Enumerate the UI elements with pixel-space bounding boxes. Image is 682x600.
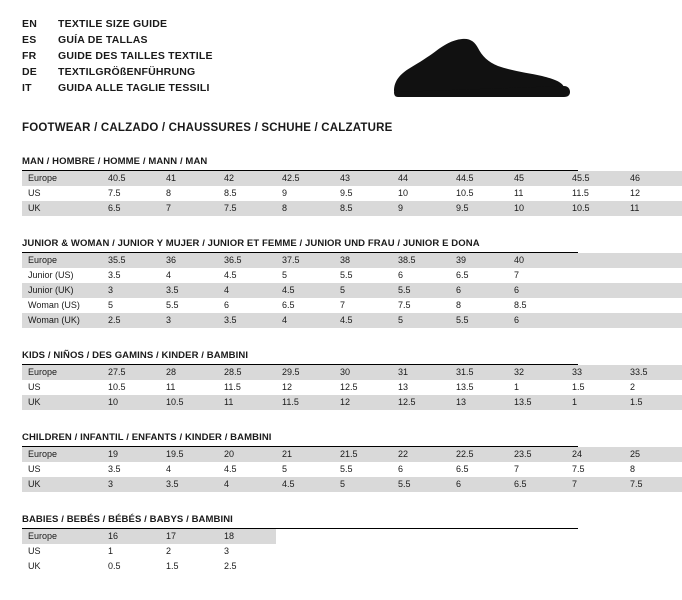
size-cell: 3	[102, 477, 160, 492]
row-label: Europe	[22, 171, 102, 186]
size-cell: 1	[508, 380, 566, 395]
size-cell: 6	[508, 313, 566, 328]
row-label: Woman (UK)	[22, 313, 102, 328]
size-cell-empty	[566, 313, 624, 328]
row-label: Junior (UK)	[22, 283, 102, 298]
size-cell: 44.5	[450, 171, 508, 186]
size-cell-empty	[624, 313, 682, 328]
size-cell: 2	[160, 544, 218, 559]
table-row	[22, 447, 682, 462]
table-row	[22, 313, 682, 328]
document-header	[22, 18, 578, 106]
size-cell: 5.5	[160, 298, 218, 313]
group-man	[22, 156, 641, 216]
size-cell-empty	[566, 283, 624, 298]
size-cell: 9.5	[450, 201, 508, 216]
size-cell: 5.5	[334, 268, 392, 283]
size-cell: 4.5	[276, 477, 334, 492]
size-table-junior-woman	[22, 253, 682, 328]
size-cell: 25	[624, 447, 682, 462]
size-cell: 5	[334, 283, 392, 298]
size-cell: 8	[160, 186, 218, 201]
size-cell: 5.5	[334, 462, 392, 477]
size-cell: 8.5	[508, 298, 566, 313]
size-cell: 6.5	[450, 268, 508, 283]
size-cell: 42.5	[276, 171, 334, 186]
size-table-man	[22, 171, 682, 216]
language-title: TEXTILGRÖßENFÜHRUNG	[58, 66, 196, 78]
size-cell: 23.5	[508, 447, 566, 462]
language-row	[22, 82, 213, 98]
size-cell: 5.5	[392, 283, 450, 298]
size-cell: 4.5	[276, 283, 334, 298]
size-cell: 7	[566, 477, 624, 492]
row-label: US	[22, 544, 102, 559]
size-cell: 6.5	[276, 298, 334, 313]
language-code: EN	[22, 18, 37, 30]
group-junior-woman	[22, 238, 578, 328]
size-cell-empty	[624, 268, 682, 283]
size-cell-empty	[624, 298, 682, 313]
size-cell: 36	[160, 253, 218, 268]
language-title: TEXTILE SIZE GUIDE	[58, 18, 168, 30]
size-cell: 1.5	[566, 380, 624, 395]
size-cell: 4.5	[334, 313, 392, 328]
size-cell: 37.5	[276, 253, 334, 268]
size-cell: 22	[392, 447, 450, 462]
size-cell: 8	[624, 462, 682, 477]
row-label: Europe	[22, 447, 102, 462]
size-cell: 7	[508, 268, 566, 283]
table-row	[22, 544, 276, 559]
size-cell: 42	[218, 171, 276, 186]
size-cell: 10	[392, 186, 450, 201]
size-cell: 7.5	[624, 477, 682, 492]
size-cell: 13.5	[508, 395, 566, 410]
size-cell: 6.5	[102, 201, 160, 216]
size-cell: 12	[276, 380, 334, 395]
size-cell: 12	[624, 186, 682, 201]
size-cell: 9	[276, 186, 334, 201]
size-cell: 5	[102, 298, 160, 313]
row-label: Europe	[22, 365, 102, 380]
size-cell: 35.5	[102, 253, 160, 268]
size-cell: 11	[508, 186, 566, 201]
table-row	[22, 171, 682, 186]
size-cell: 17	[160, 529, 218, 544]
size-cell: 5	[392, 313, 450, 328]
size-cell: 11	[160, 380, 218, 395]
size-cell: 3.5	[160, 283, 218, 298]
size-cell: 10.5	[102, 380, 160, 395]
size-cell: 4	[218, 283, 276, 298]
size-cell: 38.5	[392, 253, 450, 268]
size-cell: 7	[334, 298, 392, 313]
size-cell: 30	[334, 365, 392, 380]
table-row	[22, 365, 682, 380]
size-cell: 4	[160, 462, 218, 477]
row-label: Junior (US)	[22, 268, 102, 283]
size-table-children	[22, 447, 682, 492]
size-cell: 32	[508, 365, 566, 380]
size-cell: 5	[334, 477, 392, 492]
size-cell: 8.5	[334, 201, 392, 216]
size-cell: 1.5	[160, 559, 218, 574]
size-cell: 24	[566, 447, 624, 462]
table-row	[22, 462, 682, 477]
size-cell-empty	[624, 283, 682, 298]
size-cell: 7.5	[566, 462, 624, 477]
size-cell: 44	[392, 171, 450, 186]
size-cell: 41	[160, 171, 218, 186]
size-cell: 11.5	[218, 380, 276, 395]
row-label: US	[22, 462, 102, 477]
size-cell: 6.5	[508, 477, 566, 492]
size-cell: 28.5	[218, 365, 276, 380]
size-cell: 28	[160, 365, 218, 380]
size-cell: 27.5	[102, 365, 160, 380]
size-cell: 40	[508, 253, 566, 268]
size-cell: 3	[160, 313, 218, 328]
table-row	[22, 298, 682, 313]
dress-shoe-icon	[382, 28, 572, 106]
size-cell-empty	[566, 298, 624, 313]
table-row	[22, 395, 682, 410]
size-cell: 6	[450, 283, 508, 298]
size-cell: 4	[160, 268, 218, 283]
size-cell: 11	[624, 201, 682, 216]
size-cell: 4	[218, 477, 276, 492]
size-cell: 20	[218, 447, 276, 462]
size-cell: 46	[624, 171, 682, 186]
size-cell: 16	[102, 529, 160, 544]
size-cell: 21.5	[334, 447, 392, 462]
size-cell: 2.5	[102, 313, 160, 328]
language-row	[22, 18, 213, 34]
size-cell: 5	[276, 462, 334, 477]
table-row	[22, 186, 682, 201]
size-cell: 13.5	[450, 380, 508, 395]
size-cell: 21	[276, 447, 334, 462]
size-cell: 0.5	[102, 559, 160, 574]
group-title: CHILDREN / INFANTIL / ENFANTS / KINDER / BAMBINI	[22, 432, 272, 443]
size-cell: 12.5	[392, 395, 450, 410]
size-cell: 8.5	[218, 186, 276, 201]
language-code: IT	[22, 82, 32, 94]
size-cell-empty	[566, 253, 624, 268]
table-row	[22, 559, 276, 574]
size-cell: 8	[450, 298, 508, 313]
group-title: BABIES / BEBÉS / BÉBÉS / BABYS / BAMBINI	[22, 514, 233, 525]
size-cell: 3	[102, 283, 160, 298]
page-title: FOOTWEAR / CALZADO / CHAUSSURES / SCHUHE / CALZATURE	[22, 122, 393, 134]
language-title: GUIDA ALLE TAGLIE TESSILI	[58, 82, 210, 94]
size-cell: 12.5	[334, 380, 392, 395]
size-cell: 4	[276, 313, 334, 328]
size-cell: 22.5	[450, 447, 508, 462]
size-cell: 6	[392, 268, 450, 283]
group-children	[22, 432, 643, 492]
size-cell-empty	[624, 253, 682, 268]
size-cell: 33.5	[624, 365, 682, 380]
table-row	[22, 283, 682, 298]
row-label: Woman (US)	[22, 298, 102, 313]
size-cell: 45	[508, 171, 566, 186]
size-cell-empty	[566, 268, 624, 283]
group-title: KIDS / NIÑOS / DES GAMINS / KINDER / BAMBINI	[22, 350, 249, 361]
row-label: Europe	[22, 529, 102, 544]
size-cell: 1	[102, 544, 160, 559]
table-row	[22, 529, 276, 544]
row-label: UK	[22, 559, 102, 574]
size-cell: 19.5	[160, 447, 218, 462]
size-cell: 10	[508, 201, 566, 216]
size-cell: 11	[218, 395, 276, 410]
size-cell: 13	[450, 395, 508, 410]
size-cell: 45.5	[566, 171, 624, 186]
size-cell: 8	[276, 201, 334, 216]
size-cell: 3.5	[102, 462, 160, 477]
size-cell: 40.5	[102, 171, 160, 186]
size-cell: 10	[102, 395, 160, 410]
size-cell: 3.5	[160, 477, 218, 492]
size-cell: 29.5	[276, 365, 334, 380]
size-cell: 11.5	[566, 186, 624, 201]
table-row	[22, 477, 682, 492]
size-cell: 33	[566, 365, 624, 380]
row-label: Europe	[22, 253, 102, 268]
size-table-kids	[22, 365, 682, 410]
size-cell: 7.5	[218, 201, 276, 216]
language-title: GUIDE DES TAILLES TEXTILE	[58, 50, 213, 62]
size-cell: 5.5	[392, 477, 450, 492]
table-row	[22, 253, 682, 268]
table-row	[22, 380, 682, 395]
size-cell: 31.5	[450, 365, 508, 380]
size-cell: 6	[450, 477, 508, 492]
size-cell: 6	[218, 298, 276, 313]
size-cell: 7	[160, 201, 218, 216]
language-code: FR	[22, 50, 37, 62]
size-cell: 4.5	[218, 462, 276, 477]
size-cell: 11.5	[276, 395, 334, 410]
size-cell: 31	[392, 365, 450, 380]
size-cell: 1.5	[624, 395, 682, 410]
language-row	[22, 34, 213, 50]
table-row	[22, 201, 682, 216]
size-cell: 3.5	[218, 313, 276, 328]
size-cell: 6.5	[450, 462, 508, 477]
size-cell: 4.5	[218, 268, 276, 283]
language-title-list	[22, 18, 213, 98]
table-row	[22, 268, 682, 283]
size-cell: 6	[392, 462, 450, 477]
language-row	[22, 50, 213, 66]
language-code: ES	[22, 34, 37, 46]
size-cell: 10.5	[160, 395, 218, 410]
size-cell: 7	[508, 462, 566, 477]
size-cell: 3.5	[102, 268, 160, 283]
size-cell: 36.5	[218, 253, 276, 268]
row-label: UK	[22, 395, 102, 410]
size-cell: 1	[566, 395, 624, 410]
size-cell: 6	[508, 283, 566, 298]
group-babies	[22, 514, 578, 574]
size-cell: 9.5	[334, 186, 392, 201]
size-cell: 9	[392, 201, 450, 216]
group-title: MAN / HOMBRE / HOMME / MANN / MAN	[22, 156, 208, 167]
row-label: UK	[22, 477, 102, 492]
size-cell: 2.5	[218, 559, 276, 574]
size-cell: 13	[392, 380, 450, 395]
row-label: US	[22, 380, 102, 395]
size-cell: 10.5	[566, 201, 624, 216]
row-label: UK	[22, 201, 102, 216]
row-label: US	[22, 186, 102, 201]
size-cell: 10.5	[450, 186, 508, 201]
group-kids	[22, 350, 648, 410]
size-cell: 2	[624, 380, 682, 395]
size-cell: 39	[450, 253, 508, 268]
language-row	[22, 66, 213, 82]
size-cell: 5.5	[450, 313, 508, 328]
language-title: GUÍA DE TALLAS	[58, 34, 148, 46]
size-cell: 7.5	[102, 186, 160, 201]
language-code: DE	[22, 66, 37, 78]
size-cell: 43	[334, 171, 392, 186]
size-table-babies	[22, 529, 276, 574]
size-cell: 38	[334, 253, 392, 268]
group-title: JUNIOR & WOMAN / JUNIOR Y MUJER / JUNIOR ET FEMME / JUNIOR UND FRAU / JUNIOR E DONA	[22, 238, 480, 249]
size-cell: 5	[276, 268, 334, 283]
size-cell: 3	[218, 544, 276, 559]
size-cell: 7.5	[392, 298, 450, 313]
size-cell: 12	[334, 395, 392, 410]
size-cell: 19	[102, 447, 160, 462]
size-cell: 18	[218, 529, 276, 544]
